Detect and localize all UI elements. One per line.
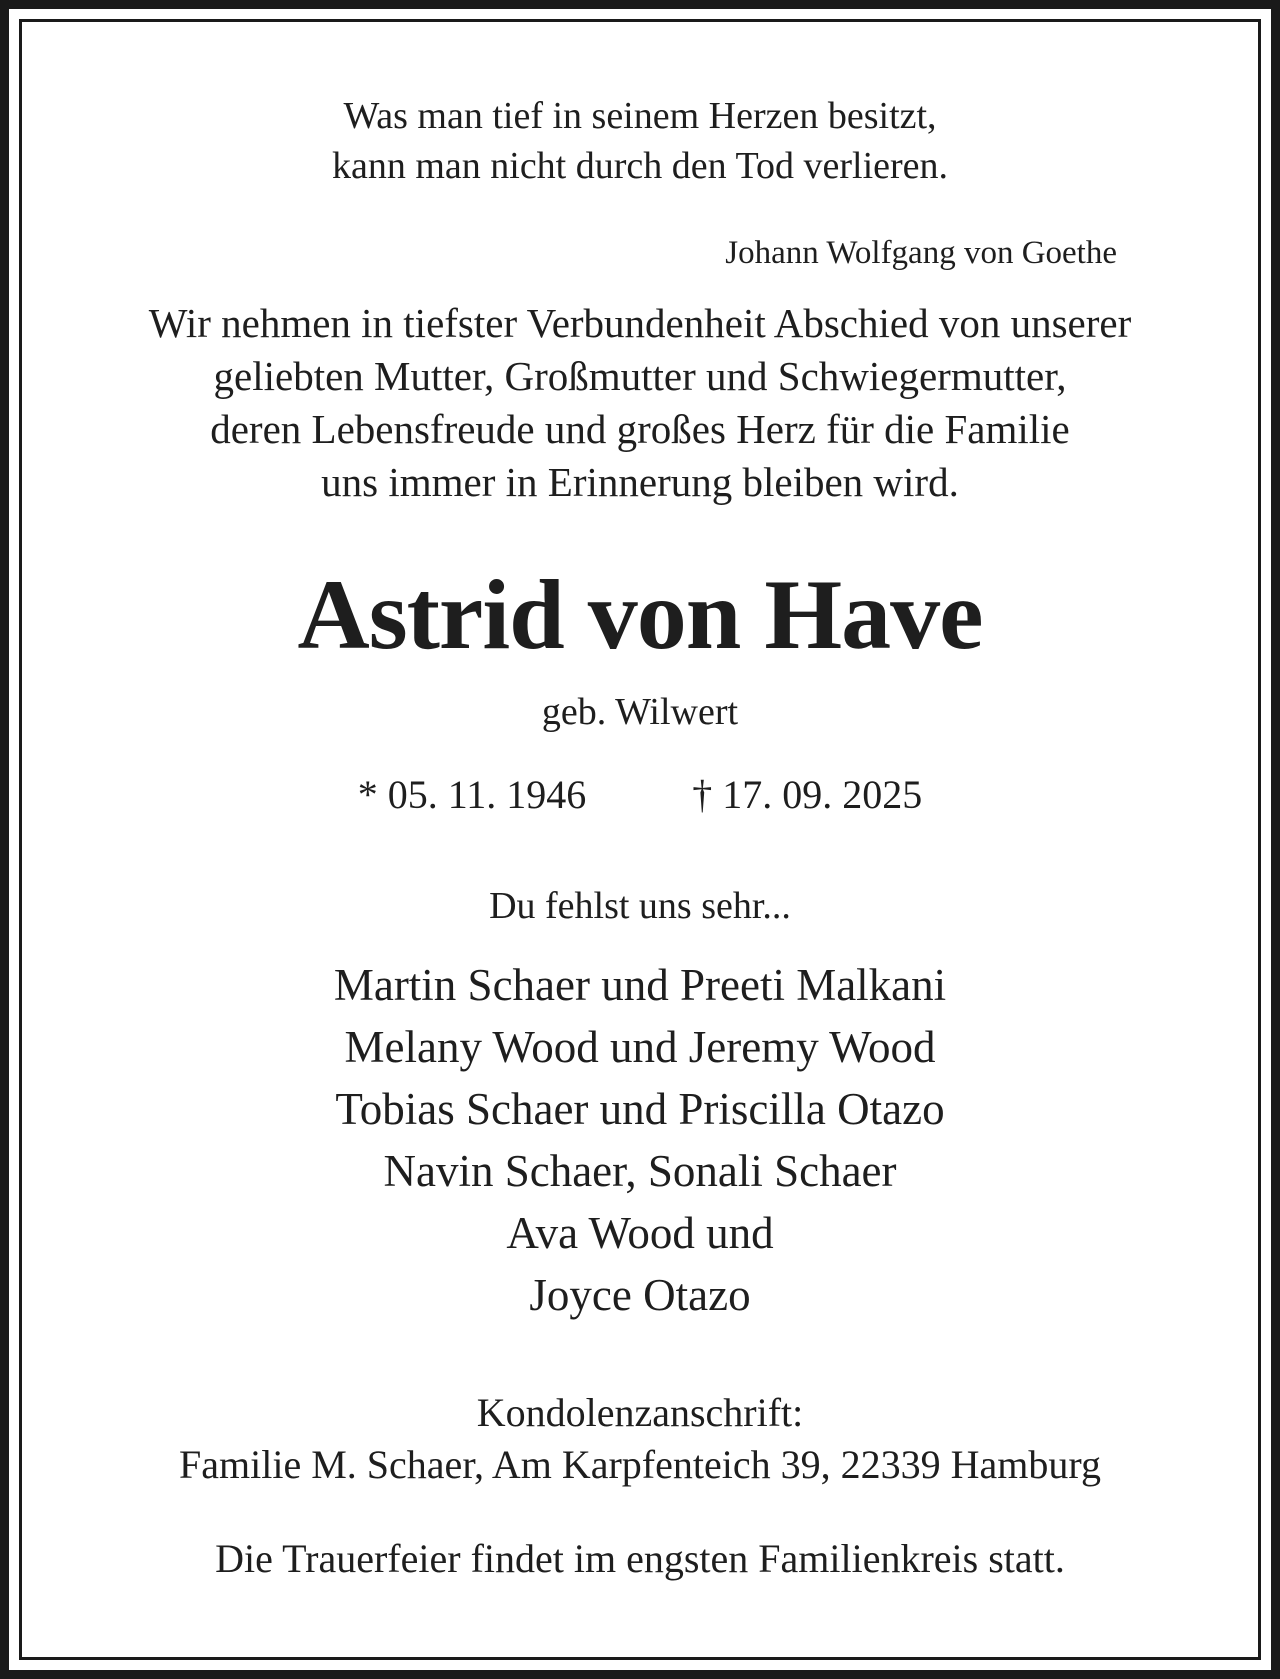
mourner-line: Joyce Otazo (529, 1270, 751, 1320)
mourner-line: Navin Schaer, Sonali Schaer (383, 1146, 897, 1196)
intro-line-1: Wir nehmen in tiefster Verbundenheit Abschied von unserer (148, 300, 1132, 346)
quote-line-1: Was man tief in seinem Herzen besitzt, (343, 95, 937, 137)
deceased-name: Astrid von Have (297, 559, 983, 670)
birth-name: geb. Wilwert (541, 691, 739, 733)
mourner-line: Tobias Schaer und Priscilla Otazo (335, 1084, 945, 1134)
life-dates (19, 771, 1261, 819)
condolence-label: Kondolenzanschrift: (476, 1390, 804, 1435)
farewell-text: Du fehlst uns sehr... (489, 885, 791, 927)
mourner-line: Martin Schaer und Preeti Malkani (333, 960, 947, 1010)
quote-line-2: kann man nicht durch den Tod verlieren. (331, 145, 949, 187)
birth-date: * 05. 11. 1946 (357, 772, 587, 817)
quote-author: Johann Wolfgang von Goethe (725, 235, 1117, 271)
intro-line-3: deren Lebensfreude und großes Herz für die Familie (210, 406, 1070, 452)
intro-line-4: uns immer in Erinnerung bleiben wird. (321, 459, 959, 505)
death-date: † 17. 09. 2025 (692, 772, 923, 817)
funeral-note: Die Trauerfeier findet im engsten Familienkreis statt. (215, 1536, 1065, 1581)
intro-line-2: geliebten Mutter, Großmutter und Schwiegermutter, (213, 353, 1067, 399)
mourner-line: Melany Wood und Jeremy Wood (344, 1022, 936, 1072)
condolence-address: Familie M. Schaer, Am Karpfenteich 39, 22339 Hamburg (179, 1442, 1101, 1487)
mourner-line: Ava Wood und (506, 1208, 774, 1258)
